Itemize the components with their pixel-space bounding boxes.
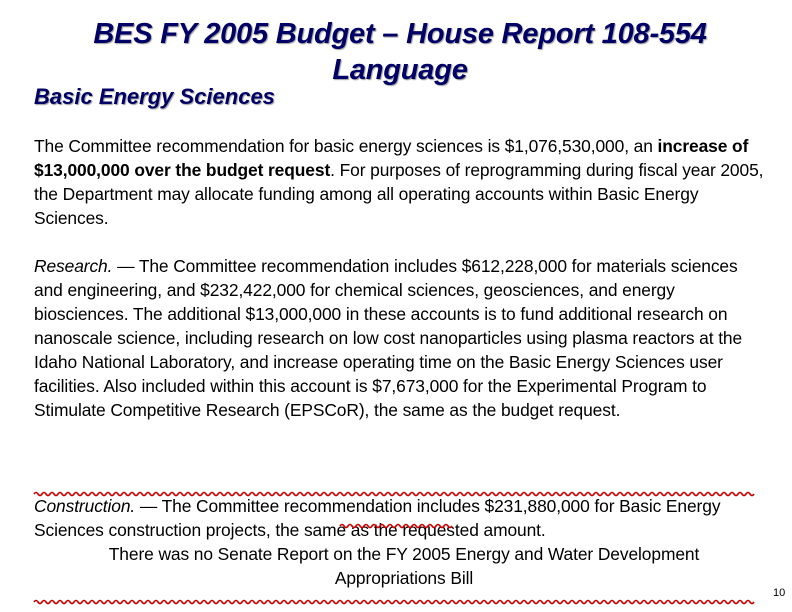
construction-text: — The Committee recommendation includes $231,880,000 for Basic Energy Sciences construction projects, the same as the requested amount. bbox=[34, 496, 721, 540]
squiggle-short-path bbox=[340, 525, 452, 528]
intro-paragraph bbox=[34, 134, 764, 230]
intro-text-part1: The Committee recommendation for basic energy sciences is $1,076,530,000, an bbox=[34, 136, 658, 156]
slide-title: BES FY 2005 Budget – House Report 108-554 Language bbox=[93, 18, 707, 86]
construction-label: Construction. bbox=[34, 496, 136, 516]
squiggle-short bbox=[340, 522, 450, 530]
intro-text-part2: . For purposes of reprogramming during fiscal year 2005, the Department may allocate funding among all operating accounts within Basic Energy Sciences. bbox=[34, 160, 764, 228]
research-label: Research. bbox=[34, 256, 113, 276]
research-text: — The Committee recommendation includes $612,228,000 for materials sciences and engineering, and $232,422,000 for chemical sciences, geosciences, and energy biosciences. The additional $13,000,000 in these accounts is to fund additional research on nanoscale science, including research on low cost nanoparticles using plasma reactors at the Idaho National Laboratory, and increase operating time on the Basic Energy Sciences user facilities. Also included within this account is $7,673,000 for the Experimental Program to Stimulate Competitive Research (EPSCoR), the same as the budget request. bbox=[34, 256, 743, 420]
construction-paragraph bbox=[34, 494, 764, 542]
senate-note-line1: There was no Senate Report on the FY 2005 Energy and Water Development bbox=[108, 544, 700, 564]
squiggle-bottom bbox=[34, 598, 754, 606]
page-number: 10 bbox=[773, 587, 786, 599]
senate-note bbox=[34, 542, 774, 590]
section-heading: Basic Energy Sciences bbox=[34, 84, 275, 109]
senate-note-line2: Appropriations Bill bbox=[334, 568, 474, 588]
research-paragraph bbox=[34, 254, 764, 422]
intro-highlight: increase of $13,000,000 over the budget request bbox=[34, 136, 749, 180]
squiggle-bottom-path bbox=[34, 601, 754, 604]
